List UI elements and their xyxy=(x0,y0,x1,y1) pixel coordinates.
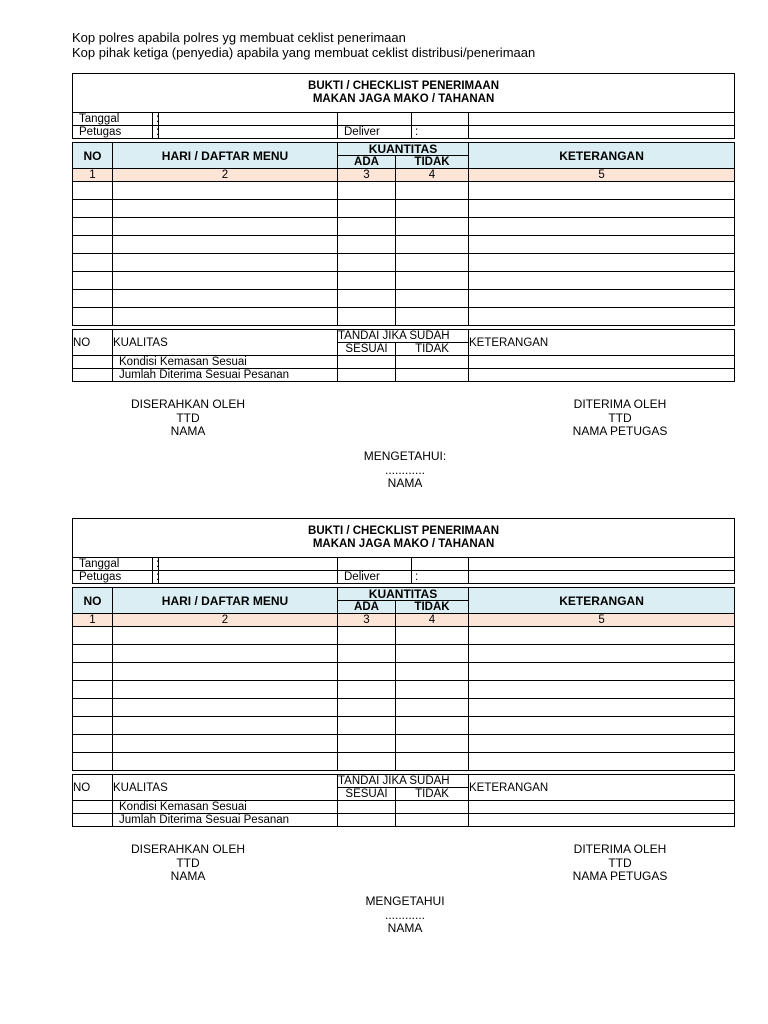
tanggal-colon-cell xyxy=(412,113,469,126)
col-no-header: NO xyxy=(73,143,113,169)
col-menu-header: HARI / DAFTAR MENU xyxy=(113,588,338,614)
blank-row[interactable] xyxy=(73,717,735,735)
tanggal-label: Tanggal xyxy=(73,558,153,571)
form-title-line2: MAKAN JAGA MAKO / TAHANAN xyxy=(312,93,495,105)
col-kuantitas-header: KUANTITAS xyxy=(338,588,469,601)
col-keterangan-header: KETERANGAN xyxy=(469,143,735,169)
col-menu-header: HARI / DAFTAR MENU xyxy=(113,143,338,169)
q-sesuai-check[interactable] xyxy=(338,369,396,382)
tanggal-colon: : xyxy=(153,113,159,126)
tanggal-field-ext[interactable] xyxy=(338,113,412,126)
q-sesuai-check[interactable] xyxy=(338,801,396,814)
q-tidak-check[interactable] xyxy=(396,356,469,369)
num-cell: 3 xyxy=(338,614,396,627)
blank-row[interactable] xyxy=(73,663,735,681)
num-cell: 2 xyxy=(113,169,338,182)
sig-center-line: NAMA xyxy=(387,476,423,490)
deliver-field[interactable] xyxy=(469,126,735,139)
q-kualitas-header: KUALITAS xyxy=(113,775,338,801)
signature-left xyxy=(108,843,268,884)
petugas-label: Petugas xyxy=(73,126,153,139)
q-keterangan-field[interactable] xyxy=(469,356,735,369)
q-row-no xyxy=(73,369,113,382)
deliver-label: Deliver xyxy=(338,126,412,139)
blank-row[interactable] xyxy=(73,753,735,771)
q-item: Kondisi Kemasan Sesuai xyxy=(113,356,338,369)
blank-row[interactable] xyxy=(73,290,735,308)
petugas-field[interactable] xyxy=(159,571,338,584)
deliver-colon: : xyxy=(412,126,469,139)
num-cell: 4 xyxy=(396,169,469,182)
blank-row[interactable] xyxy=(73,627,735,645)
num-cell: 1 xyxy=(73,169,113,182)
q-no-header: NO xyxy=(73,775,113,801)
q-tidak-header: TIDAK xyxy=(396,343,469,356)
q-tidak-check[interactable] xyxy=(396,369,469,382)
q-sesuai-check[interactable] xyxy=(338,356,396,369)
sig-center-line: ............ xyxy=(384,462,425,477)
sig-right-line: DITERIMA OLEH xyxy=(573,842,667,856)
col-keterangan-header: KETERANGAN xyxy=(469,588,735,614)
q-tidak-header: TIDAK xyxy=(396,788,469,801)
q-tandai-header: TANDAI JIKA SUDAH xyxy=(338,330,469,343)
num-cell: 1 xyxy=(73,614,113,627)
sig-left-line: DISERAHKAN OLEH xyxy=(130,397,246,411)
blank-row[interactable] xyxy=(73,272,735,290)
signature-center xyxy=(325,895,485,936)
header-notes xyxy=(72,31,535,60)
num-cell: 5 xyxy=(469,614,735,627)
q-keterangan-header: KETERANGAN xyxy=(469,330,735,356)
q-keterangan-field[interactable] xyxy=(469,369,735,382)
signature-left xyxy=(108,398,268,439)
signature-center xyxy=(325,450,485,491)
form-title-line1: BUKTI / CHECKLIST PENERIMAAN xyxy=(308,80,500,92)
tanggal-field[interactable] xyxy=(159,558,338,571)
sig-right-line: TTD xyxy=(608,410,632,425)
signature-right xyxy=(540,843,700,884)
checklist-table xyxy=(72,73,735,382)
tanggal-field-ext[interactable] xyxy=(338,558,412,571)
num-cell: 5 xyxy=(469,169,735,182)
tanggal-label: Tanggal xyxy=(73,113,153,126)
blank-row[interactable] xyxy=(73,681,735,699)
blank-row[interactable] xyxy=(73,236,735,254)
sig-left-line: DISERAHKAN OLEH xyxy=(130,842,246,856)
q-item: Kondisi Kemasan Sesuai xyxy=(113,801,338,814)
blank-row[interactable] xyxy=(73,735,735,753)
blank-row[interactable] xyxy=(73,699,735,717)
blank-row[interactable] xyxy=(73,218,735,236)
col-kuantitas-header: KUANTITAS xyxy=(338,143,469,156)
q-sesuai-check[interactable] xyxy=(338,814,396,827)
sig-right-line: NAMA PETUGAS xyxy=(572,424,668,438)
col-no-header: NO xyxy=(73,588,113,614)
q-row-no xyxy=(73,814,113,827)
tanggal-colon: : xyxy=(153,558,159,571)
blank-row[interactable] xyxy=(73,200,735,218)
sig-center-line: MENGETAHUI xyxy=(365,894,445,908)
num-cell: 3 xyxy=(338,169,396,182)
petugas-label: Petugas xyxy=(73,571,153,584)
q-tandai-header: TANDAI JIKA SUDAH xyxy=(338,775,469,788)
blank-row[interactable] xyxy=(73,182,735,200)
q-tidak-check[interactable] xyxy=(396,801,469,814)
num-cell: 4 xyxy=(396,614,469,627)
num-cell: 2 xyxy=(113,614,338,627)
sig-center-line: ............ xyxy=(384,907,425,922)
sig-left-line: TTD xyxy=(176,855,200,870)
blank-row[interactable] xyxy=(73,308,735,326)
q-sesuai-header: SESUAI xyxy=(338,343,396,356)
q-item: Jumlah Diterima Sesuai Pesanan xyxy=(113,369,338,382)
petugas-colon: : xyxy=(153,126,159,139)
q-keterangan-field[interactable] xyxy=(469,814,735,827)
signature-right xyxy=(540,398,700,439)
checklist-table xyxy=(72,518,735,827)
col-tidak-header: TIDAK xyxy=(396,601,469,614)
note-line: Kop pihak ketiga (penyedia) apabila yang membuat ceklist distribusi/penerimaan xyxy=(72,44,536,60)
petugas-colon: : xyxy=(153,571,159,584)
tanggal-value[interactable] xyxy=(469,558,735,571)
form-title xyxy=(73,74,735,113)
blank-row[interactable] xyxy=(73,254,735,272)
sig-left-line: NAMA xyxy=(170,869,206,883)
blank-row[interactable] xyxy=(73,645,735,663)
q-keterangan-header: KETERANGAN xyxy=(469,775,735,801)
sig-left-line: NAMA xyxy=(170,424,206,438)
col-ada-header: ADA xyxy=(338,156,396,169)
form-title xyxy=(73,519,735,558)
deliver-colon: : xyxy=(412,571,469,584)
col-tidak-header: TIDAK xyxy=(396,156,469,169)
sig-right-line: NAMA PETUGAS xyxy=(572,869,668,883)
petugas-field[interactable] xyxy=(159,126,338,139)
q-tidak-check[interactable] xyxy=(396,814,469,827)
tanggal-colon-cell xyxy=(412,558,469,571)
sig-right-line: DITERIMA OLEH xyxy=(573,397,667,411)
q-row-no xyxy=(73,356,113,369)
form-title-line1: BUKTI / CHECKLIST PENERIMAAN xyxy=(308,525,500,537)
sig-left-line: TTD xyxy=(176,410,200,425)
q-item: Jumlah Diterima Sesuai Pesanan xyxy=(113,814,338,827)
col-ada-header: ADA xyxy=(338,601,396,614)
q-kualitas-header: KUALITAS xyxy=(113,330,338,356)
q-sesuai-header: SESUAI xyxy=(338,788,396,801)
q-no-header: NO xyxy=(73,330,113,356)
tanggal-field[interactable] xyxy=(159,113,338,126)
deliver-label: Deliver xyxy=(338,571,412,584)
sig-center-line: MENGETAHUI: xyxy=(363,449,447,463)
deliver-field[interactable] xyxy=(469,571,735,584)
note-line: Kop polres apabila polres yg membuat ceklist penerimaan xyxy=(72,30,406,45)
q-keterangan-field[interactable] xyxy=(469,801,735,814)
tanggal-value[interactable] xyxy=(469,113,735,126)
sig-center-line: NAMA xyxy=(387,921,423,935)
q-row-no xyxy=(73,801,113,814)
checklist-form xyxy=(72,73,734,490)
sig-right-line: TTD xyxy=(608,855,632,870)
form-title-line2: MAKAN JAGA MAKO / TAHANAN xyxy=(312,538,495,550)
checklist-form xyxy=(72,518,734,935)
